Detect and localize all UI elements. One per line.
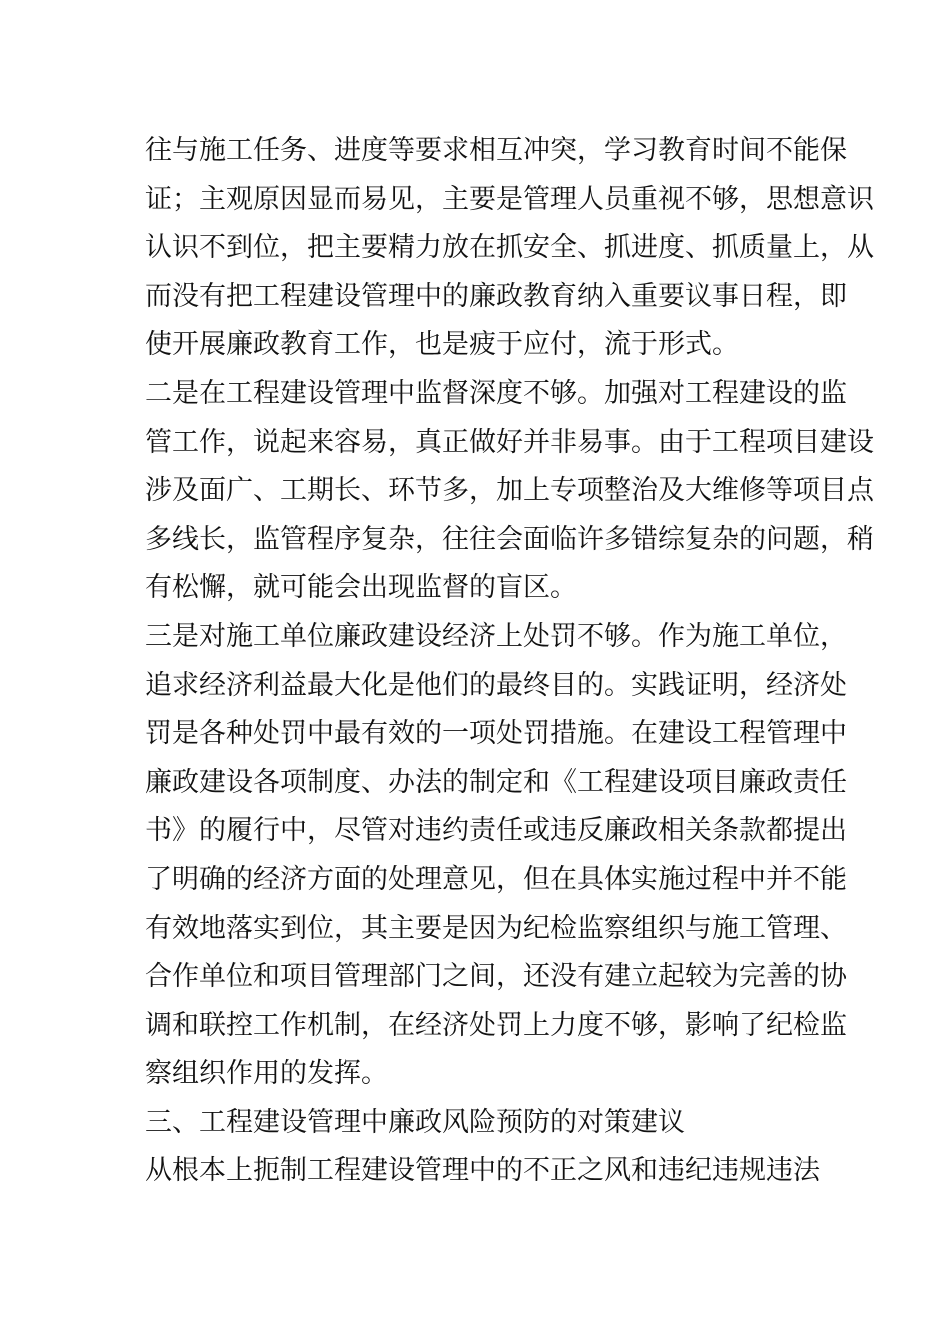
text-line: 二是在工程建设管理中监督深度不够。加强对工程建设的监 (145, 377, 847, 409)
text-line: 罚是各种处罚中最有效的一项处罚措施。在建设工程管理中 (145, 718, 847, 750)
text-line: 有效地落实到位，其主要是因为纪检监察组织与施工管理、 (145, 912, 847, 944)
section-heading: 三、工程建设管理中廉政风险预防的对策建议 (145, 1106, 685, 1138)
text-line: 书》的履行中，尽管对违约责任或违反廉政相关条款都提出 (145, 815, 847, 847)
body-text (145, 127, 874, 1196)
text-line: 合作单位和项目管理部门之间，还没有建立起较为完善的协 (145, 961, 847, 993)
text-line: 调和联控工作机制，在经济处罚上力度不够，影响了纪检监 (145, 1009, 847, 1041)
text-line: 使开展廉政教育工作，也是疲于应付，流于形式。 (145, 329, 739, 361)
text-line: 从根本上扼制工程建设管理中的不正之风和违纪违规违法 (145, 1155, 820, 1187)
text-line: 廉政建设各项制度、办法的制定和《工程建设项目廉政责任 (145, 766, 847, 798)
text-line: 了明确的经济方面的处理意见，但在具体实施过程中并不能 (145, 863, 847, 895)
text-line: 察组织作用的发挥。 (145, 1058, 388, 1090)
text-line: 证；主观原因显而易见，主要是管理人员重视不够，思想意识 (145, 183, 874, 215)
text-line: 多线长，监管程序复杂，往往会面临许多错综复杂的问题，稍 (145, 523, 874, 555)
text-line: 认识不到位，把主要精力放在抓安全、抓进度、抓质量上，从 (145, 232, 874, 264)
text-line: 追求经济利益最大化是他们的最终目的。实践证明，经济处 (145, 669, 847, 701)
text-line: 管工作，说起来容易，真正做好并非易事。由于工程项目建设 (145, 426, 874, 458)
text-line: 有松懈，就可能会出现监督的盲区。 (145, 572, 577, 604)
text-line: 而没有把工程建设管理中的廉政教育纳入重要议事日程，即 (145, 280, 847, 312)
text-line: 三是对施工单位廉政建设经济上处罚不够。作为施工单位， (145, 620, 847, 652)
text-line: 往与施工任务、进度等要求相互冲突，学习教育时间不能保 (145, 135, 847, 166)
text-line: 涉及面广、工期长、环节多，加上专项整治及大维修等项目点 (145, 475, 874, 507)
